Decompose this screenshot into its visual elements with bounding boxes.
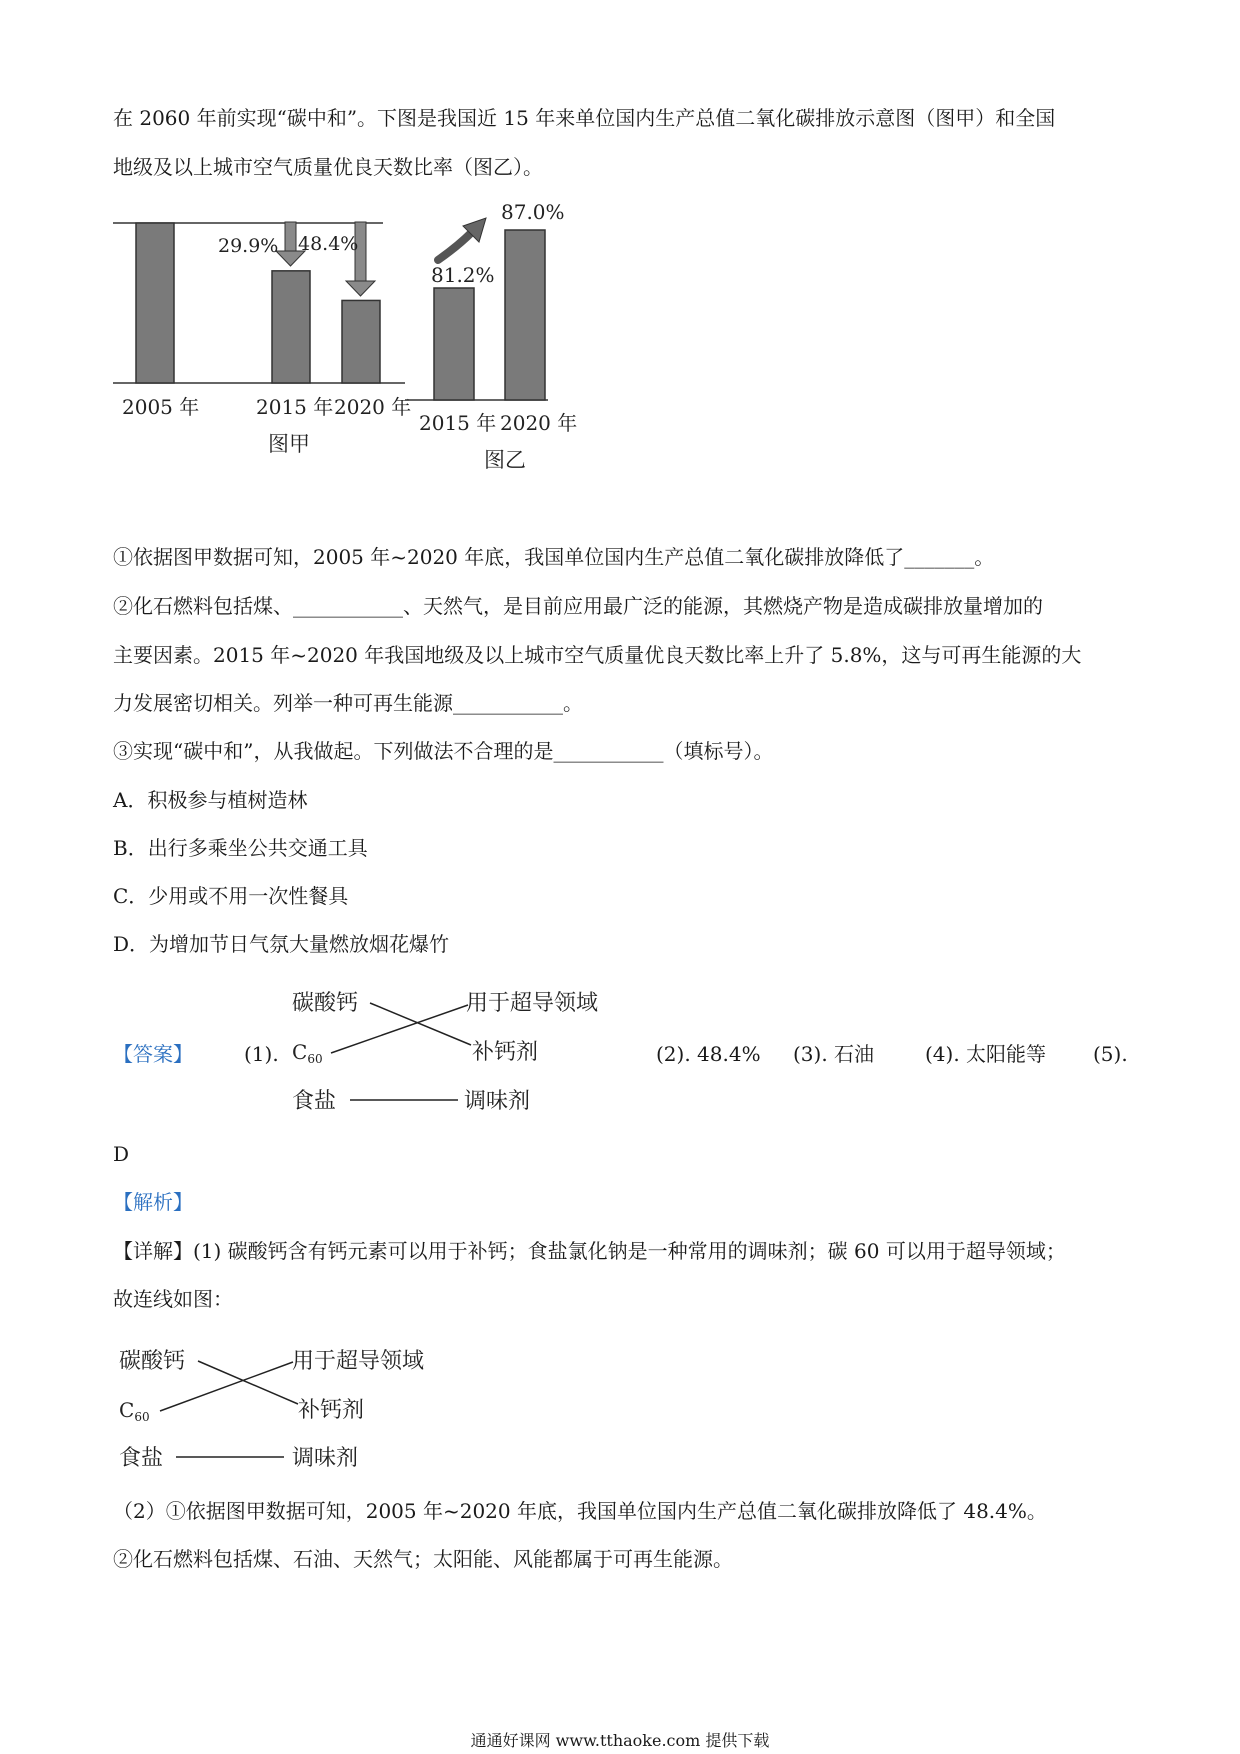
match-right-1: 用于超导领域	[466, 991, 599, 1016]
detail-line-1: 【详解】(1) 碳酸钙含有钙元素可以用于补钙；食盐氯化钠是一种常用的调味剂；碳 60 可以用于超导领域；	[113, 1239, 1066, 1263]
question-2-line-1: ②化石燃料包括煤、___________、天然气，是目前应用最广泛的能源，其燃烧产物是造成碳排放量增加的	[113, 594, 1043, 618]
jia-tick-2005: 2005 年	[122, 395, 200, 419]
jia-tick-2015: 2015 年	[256, 395, 334, 419]
answer-part-3: (3). 石油	[793, 1042, 875, 1066]
answer-part-2: (2). 48.4%	[656, 1042, 761, 1066]
option-a: A．积极参与植树造林	[113, 788, 308, 812]
answer-part-5-continued: D	[113, 1142, 130, 1166]
match-left-3: 食盐	[292, 1089, 337, 1114]
match2-left-3: 食盐	[119, 1446, 164, 1471]
yi-tick-2015: 2015 年	[419, 411, 497, 435]
match-left-1: 碳酸钙	[292, 991, 359, 1016]
match-right-3: 调味剂	[464, 1089, 531, 1114]
match2-left-2-sub: 60	[134, 1410, 150, 1424]
yi-label-2020: 87.0%	[501, 200, 565, 224]
option-c: C．少用或不用一次性餐具	[113, 884, 349, 908]
detail-line-2: 故连线如图：	[113, 1287, 233, 1311]
answer-part-5: (5).	[1093, 1042, 1128, 1066]
question-1: ①依据图甲数据可知，2005 年~2020 年底，我国单位国内生产总值二氧化碳排放降低了_______。	[113, 545, 995, 569]
match2-right-1: 用于超导领域	[292, 1349, 425, 1374]
question-3: ③实现“碳中和”，从我做起。下列做法不合理的是___________（填标号）。	[113, 739, 774, 763]
answer-label: 【答案】	[113, 1042, 193, 1066]
yi-title: 图乙	[484, 448, 526, 472]
yi-tick-2020: 2020 年	[500, 411, 578, 435]
match2-line-caco3	[198, 1361, 298, 1404]
jia-annotation-1: 29.9%	[218, 235, 279, 257]
question-2-line-2: 主要因素。2015 年~2020 年我国地级及以上城市空气质量优良天数比率上升了 5.8%，这与可再生能源的大	[113, 643, 1082, 667]
page-footer: 通通好课网 www.tthaoke.com 提供下载	[470, 1731, 770, 1750]
intro-line-1: 在 2060 年前实现“碳中和”。下图是我国近 15 年来单位国内生产总值二氧化碳排放示意图（图甲）和全国	[113, 106, 1056, 130]
jia-annotation-2: 48.4%	[298, 233, 359, 255]
match2-right-3: 调味剂	[292, 1446, 359, 1471]
intro-line-2: 地级及以上城市空气质量优良天数比率（图乙）。	[113, 155, 543, 179]
match2-left-2: $C_{60}$	[119, 1398, 150, 1424]
match-left-2: $C_{60}$	[292, 1040, 323, 1066]
jia-tick-2020: 2020 年	[334, 395, 412, 419]
option-b: B．出行多乘坐公共交通工具	[113, 836, 368, 860]
analysis-part-3: ②化石燃料包括煤、石油、天然气；太阳能、风能都属于可再生能源。	[113, 1547, 733, 1571]
answer-part-4: (4). 太阳能等	[925, 1042, 1047, 1066]
match-left-2-sub: 60	[307, 1052, 323, 1066]
match2-right-2: 补钙剂	[298, 1398, 365, 1423]
yi-label-2015: 81.2%	[431, 263, 495, 287]
option-d: D．为增加节日气氛大量燃放烟花爆竹	[113, 932, 450, 956]
analysis-label: 【解析】	[113, 1190, 193, 1214]
answer-part-1: (1).	[244, 1042, 279, 1066]
analysis-part-2: （2）①依据图甲数据可知，2005 年~2020 年底，我国单位国内生产总值二氧化碳排放降低了 48.4%。	[113, 1499, 1047, 1523]
question-2-line-3: 力发展密切相关。列举一种可再生能源___________。	[113, 691, 583, 715]
match2-left-1: 碳酸钙	[119, 1349, 186, 1374]
match-right-2: 补钙剂	[472, 1040, 539, 1065]
jia-title: 图甲	[268, 432, 310, 456]
